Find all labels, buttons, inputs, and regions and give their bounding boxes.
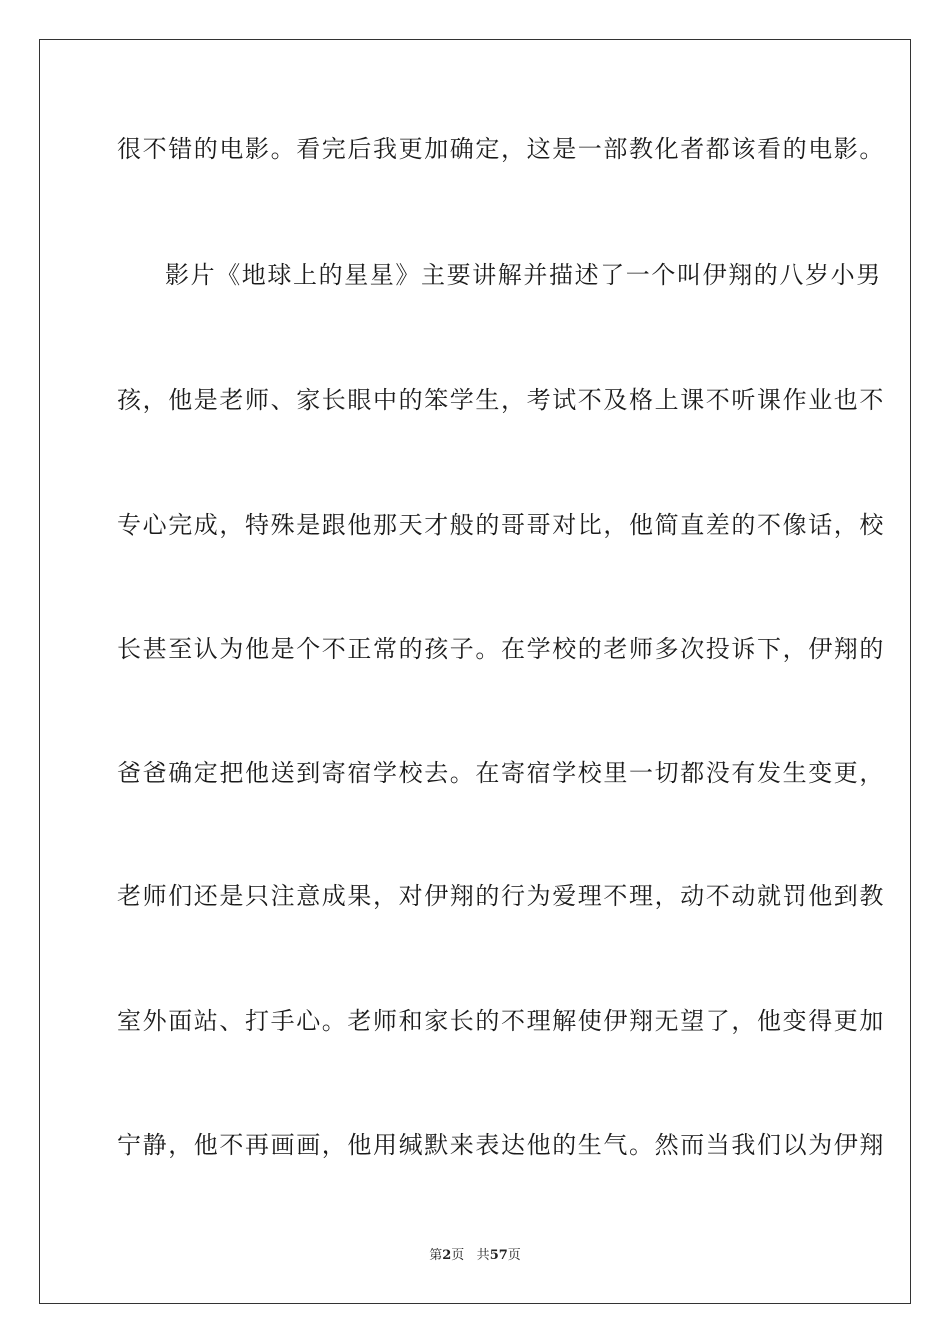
- page-footer: [0, 1247, 950, 1265]
- text-line: 爸爸确定把他送到寄宿学校去。在寄宿学校里一切都没有发生变更，: [117, 759, 885, 787]
- paragraph-first-line: 影片《地球上的星星》主要讲解并描述了一个叫伊翔的八岁小男: [165, 261, 882, 289]
- text-line: 孩，他是老师、家长眼中的笨学生，考试不及格上课不听课作业也不: [117, 386, 885, 414]
- total-prefix: 共: [476, 1248, 490, 1263]
- page-prefix: 第: [429, 1248, 443, 1263]
- page-border: [39, 39, 911, 1304]
- text-line: 老师们还是只注意成果，对伊翔的行为爱理不理，动不动就罚他到教: [117, 882, 885, 910]
- total-suffix: 页: [507, 1248, 521, 1263]
- page-number: 2: [442, 1248, 452, 1263]
- text-line: 很不错的电影。看完后我更加确定，这是一部教化者都该看的电影。: [117, 135, 885, 163]
- total-pages: 57: [489, 1248, 508, 1263]
- page-suffix: 页: [451, 1248, 465, 1263]
- text-line: 专心完成，特殊是跟他那天才般的哥哥对比，他简直差的不像话，校: [117, 511, 885, 539]
- text-line: 室外面站、打手心。老师和家长的不理解使伊翔无望了，他变得更加: [117, 1007, 885, 1035]
- text-line: 长甚至认为他是个不正常的孩子。在学校的老师多次投诉下，伊翔的: [117, 635, 885, 663]
- text-line: 宁静，他不再画画，他用缄默来表达他的生气。然而当我们以为伊翔: [117, 1131, 885, 1159]
